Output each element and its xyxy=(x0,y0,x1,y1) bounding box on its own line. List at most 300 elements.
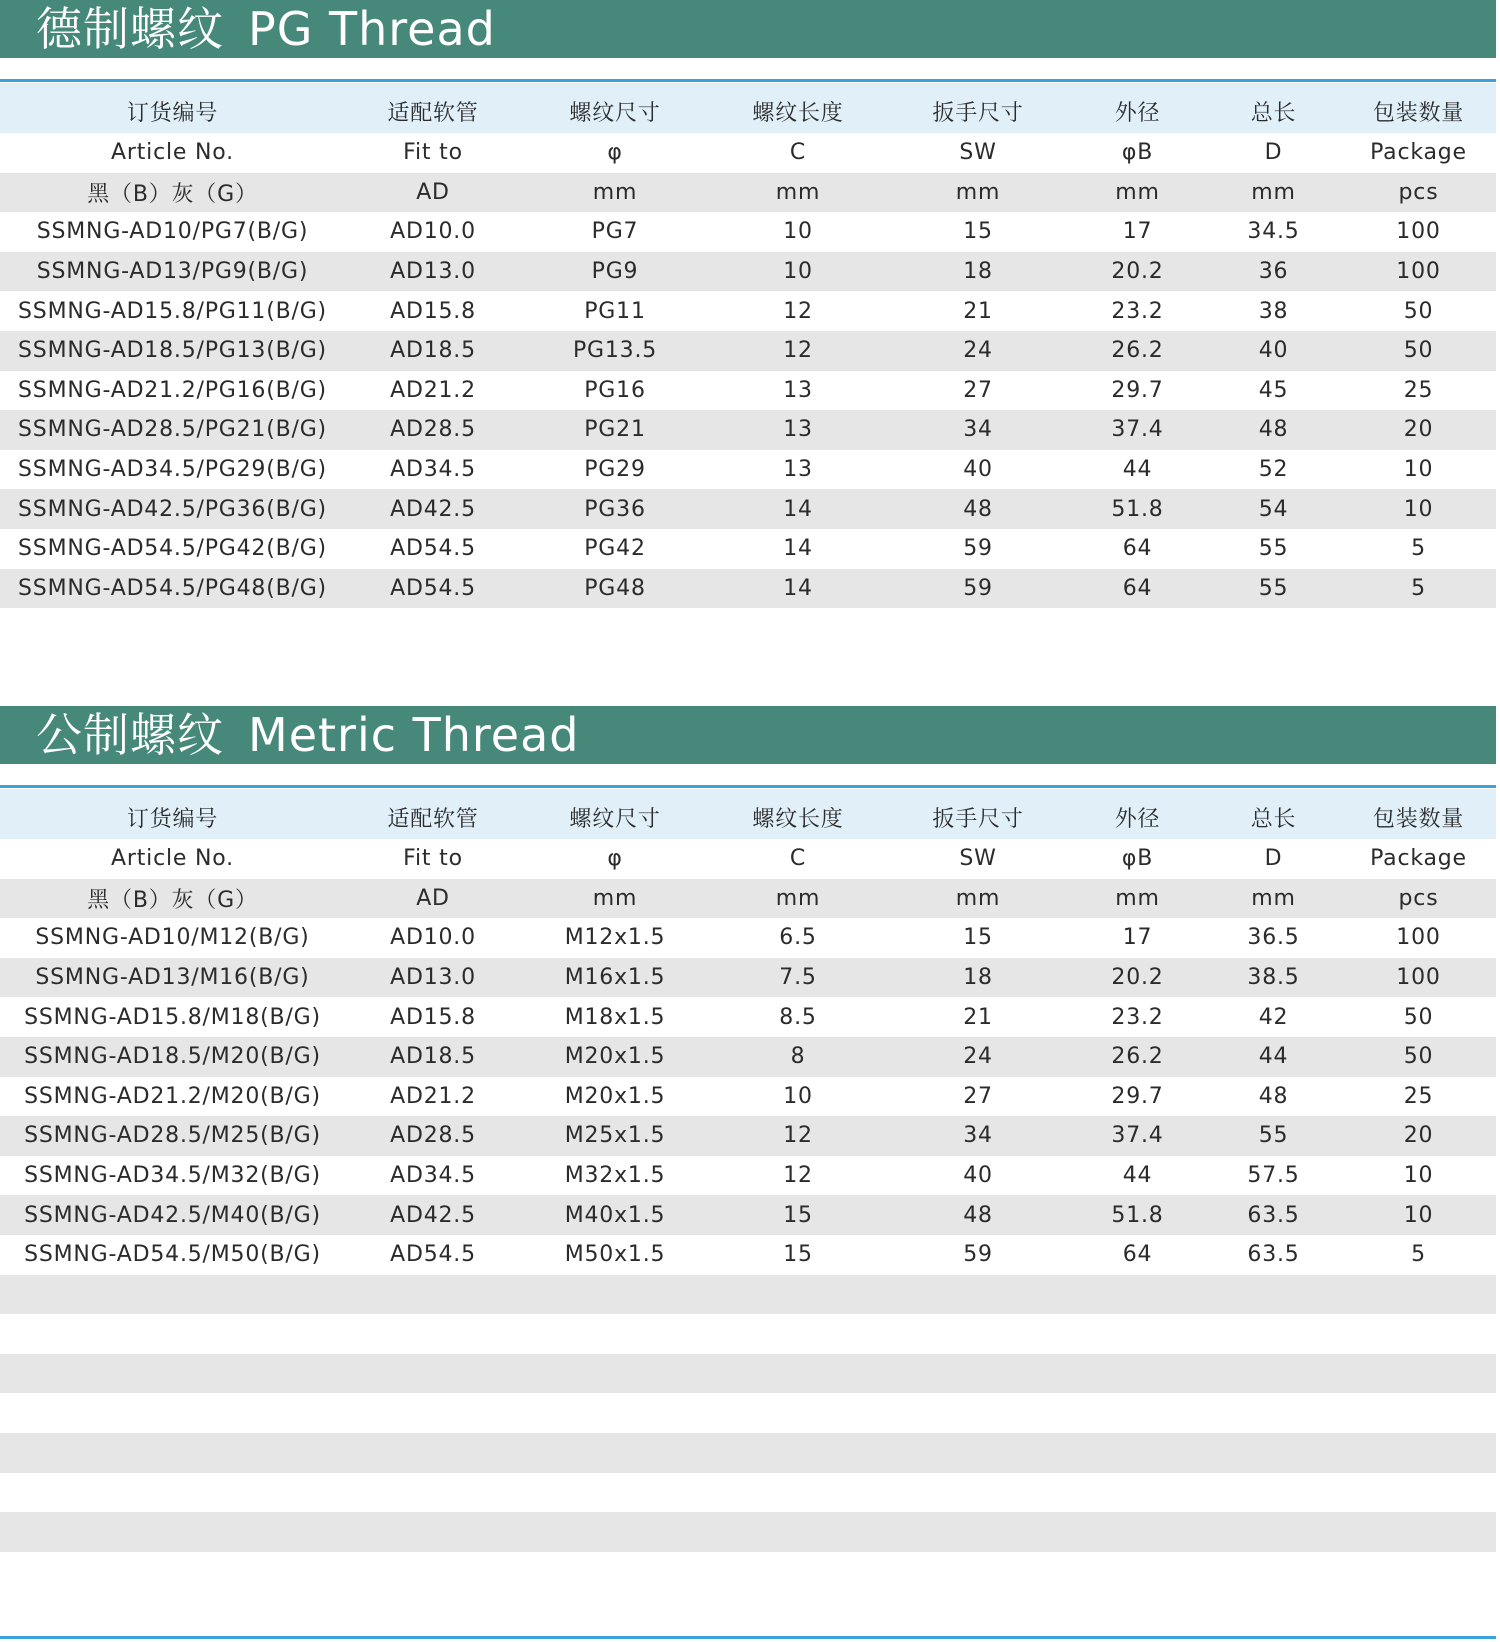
table-cell: 26.2 xyxy=(1069,1037,1206,1077)
header-cell: φB xyxy=(1069,839,1206,879)
header-cell: 适配软管 xyxy=(345,789,521,839)
table-cell: 6.5 xyxy=(709,918,887,958)
table-row xyxy=(0,1195,1496,1235)
table-cell: 23.2 xyxy=(1069,997,1206,1037)
header-cell: Fit to xyxy=(345,133,521,173)
table-row xyxy=(0,371,1496,411)
table-cell: 18 xyxy=(887,958,1069,998)
table-cell: 20 xyxy=(1341,410,1496,450)
table-cell: AD15.8 xyxy=(345,291,521,331)
empty-cell xyxy=(887,1314,1069,1354)
table-cell: AD15.8 xyxy=(345,997,521,1037)
empty-cell xyxy=(345,1552,521,1592)
pg-thread-section xyxy=(0,0,1496,601)
table-row xyxy=(0,918,1496,958)
table-row xyxy=(0,1077,1496,1117)
pg-thread-title-cn: 德制螺纹 xyxy=(36,2,224,56)
header-cell: 扳手尺寸 xyxy=(887,83,1069,133)
table-cell: PG29 xyxy=(521,450,709,490)
pg-thread-table xyxy=(0,83,1496,608)
table-cell: 48 xyxy=(1206,410,1341,450)
table-cell: AD42.5 xyxy=(345,489,521,529)
empty-cell xyxy=(521,1512,709,1552)
table-cell: 59 xyxy=(887,1235,1069,1275)
table-cell: 42 xyxy=(1206,997,1341,1037)
table-cell: AD34.5 xyxy=(345,450,521,490)
header-row xyxy=(0,173,1496,213)
table-row xyxy=(0,489,1496,529)
header-cell: Package xyxy=(1341,839,1496,879)
empty-cell xyxy=(1206,1512,1341,1552)
header-cell: mm xyxy=(887,173,1069,213)
table-cell: 64 xyxy=(1069,569,1206,609)
header-cell: 螺纹尺寸 xyxy=(521,83,709,133)
table-cell: 20.2 xyxy=(1069,958,1206,998)
table-cell: 12 xyxy=(709,1116,887,1156)
header-cell: 黑（B）灰（G） xyxy=(0,879,345,919)
empty-cell xyxy=(345,1433,521,1473)
empty-cell xyxy=(521,1354,709,1394)
empty-row xyxy=(0,1552,1496,1592)
empty-cell xyxy=(0,1473,345,1513)
table-cell: 34 xyxy=(887,1116,1069,1156)
table-cell: 48 xyxy=(1206,1077,1341,1117)
table-cell: 14 xyxy=(709,529,887,569)
table-cell: 23.2 xyxy=(1069,291,1206,331)
table-cell: SSMNG-AD21.2/PG16(B/G) xyxy=(0,371,345,411)
table-cell: 14 xyxy=(709,489,887,529)
empty-cell xyxy=(521,1393,709,1433)
table-cell: 50 xyxy=(1341,331,1496,371)
table-cell: 38.5 xyxy=(1206,958,1341,998)
table-cell: 57.5 xyxy=(1206,1156,1341,1196)
empty-cell xyxy=(1206,1473,1341,1513)
table-cell: AD21.2 xyxy=(345,371,521,411)
table-cell: 44 xyxy=(1206,1037,1341,1077)
table-cell: 24 xyxy=(887,1037,1069,1077)
table-cell: SSMNG-AD15.8/PG11(B/G) xyxy=(0,291,345,331)
header-cell: pcs xyxy=(1341,879,1496,919)
empty-cell xyxy=(1206,1354,1341,1394)
empty-cell xyxy=(1206,1393,1341,1433)
empty-row xyxy=(0,1433,1496,1473)
header-cell: C xyxy=(709,133,887,173)
table-row xyxy=(0,1037,1496,1077)
header-cell: 黑（B）灰（G） xyxy=(0,173,345,213)
table-cell: PG13.5 xyxy=(521,331,709,371)
table-cell: SSMNG-AD42.5/PG36(B/G) xyxy=(0,489,345,529)
table-cell: 13 xyxy=(709,371,887,411)
empty-cell xyxy=(1341,1393,1496,1433)
table-cell: 59 xyxy=(887,569,1069,609)
empty-cell xyxy=(1341,1433,1496,1473)
header-cell: 扳手尺寸 xyxy=(887,789,1069,839)
metric-thread-title-cn: 公制螺纹 xyxy=(36,708,224,762)
header-cell: 包装数量 xyxy=(1341,83,1496,133)
table-cell: PG48 xyxy=(521,569,709,609)
table-cell: SSMNG-AD34.5/M32(B/G) xyxy=(0,1156,345,1196)
table-cell: SSMNG-AD18.5/PG13(B/G) xyxy=(0,331,345,371)
header-cell: 订货编号 xyxy=(0,83,345,133)
empty-cell xyxy=(709,1275,887,1315)
table-cell: 24 xyxy=(887,331,1069,371)
empty-cell xyxy=(887,1512,1069,1552)
table-cell: 64 xyxy=(1069,529,1206,569)
header-cell: mm xyxy=(521,879,709,919)
table-cell: 17 xyxy=(1069,212,1206,252)
table-row xyxy=(0,529,1496,569)
empty-cell xyxy=(1069,1314,1206,1354)
table-cell: 52 xyxy=(1206,450,1341,490)
table-cell: 50 xyxy=(1341,1037,1496,1077)
pg-thread-banner xyxy=(0,0,1496,58)
table-cell: 12 xyxy=(709,1156,887,1196)
header-cell: D xyxy=(1206,133,1341,173)
table-cell: M40x1.5 xyxy=(521,1195,709,1235)
header-cell: mm xyxy=(887,879,1069,919)
table-cell: M25x1.5 xyxy=(521,1116,709,1156)
header-cell: 螺纹长度 xyxy=(709,789,887,839)
header-cell: SW xyxy=(887,839,1069,879)
table-cell: 13 xyxy=(709,410,887,450)
table-cell: 55 xyxy=(1206,1116,1341,1156)
table-cell: 5 xyxy=(1341,1235,1496,1275)
table-cell: PG36 xyxy=(521,489,709,529)
table-cell: 51.8 xyxy=(1069,1195,1206,1235)
table-cell: PG21 xyxy=(521,410,709,450)
table-cell: 34 xyxy=(887,410,1069,450)
table-cell: 55 xyxy=(1206,529,1341,569)
table-cell: 100 xyxy=(1341,958,1496,998)
table-cell: 10 xyxy=(1341,450,1496,490)
empty-cell xyxy=(0,1552,345,1592)
empty-row xyxy=(0,1473,1496,1513)
pg-thread-title-en: PG Thread xyxy=(248,2,496,56)
header-cell: Article No. xyxy=(0,839,345,879)
empty-cell xyxy=(1069,1552,1206,1592)
empty-cell xyxy=(1341,1473,1496,1513)
empty-cell xyxy=(1069,1275,1206,1315)
table-cell: SSMNG-AD42.5/M40(B/G) xyxy=(0,1195,345,1235)
table-cell: SSMNG-AD54.5/PG48(B/G) xyxy=(0,569,345,609)
table-cell: AD54.5 xyxy=(345,1235,521,1275)
table-cell: 8 xyxy=(709,1037,887,1077)
table-cell: PG42 xyxy=(521,529,709,569)
table-cell: 29.7 xyxy=(1069,1077,1206,1117)
table-row xyxy=(0,331,1496,371)
header-cell: AD xyxy=(345,879,521,919)
empty-row xyxy=(0,1393,1496,1433)
table-cell: 63.5 xyxy=(1206,1235,1341,1275)
header-cell: 包装数量 xyxy=(1341,789,1496,839)
table-cell: 10 xyxy=(709,1077,887,1117)
table-cell: AD28.5 xyxy=(345,410,521,450)
table-cell: 37.4 xyxy=(1069,1116,1206,1156)
empty-cell xyxy=(345,1393,521,1433)
table-row xyxy=(0,1156,1496,1196)
table-row xyxy=(0,212,1496,252)
table-cell: SSMNG-AD13/PG9(B/G) xyxy=(0,252,345,292)
empty-cell xyxy=(345,1275,521,1315)
table-cell: 40 xyxy=(1206,331,1341,371)
table-cell: 48 xyxy=(887,1195,1069,1235)
empty-cell xyxy=(1206,1433,1341,1473)
empty-cell xyxy=(345,1473,521,1513)
metric-thread-table xyxy=(0,789,1496,1591)
table-cell: AD28.5 xyxy=(345,1116,521,1156)
table-cell: 14 xyxy=(709,569,887,609)
table-row xyxy=(0,1116,1496,1156)
table-row xyxy=(0,997,1496,1037)
table-row xyxy=(0,450,1496,490)
table-cell: 10 xyxy=(1341,1156,1496,1196)
header-cell: D xyxy=(1206,839,1341,879)
table-cell: M50x1.5 xyxy=(521,1235,709,1275)
table-cell: 100 xyxy=(1341,212,1496,252)
table-cell: AD54.5 xyxy=(345,569,521,609)
table-cell: 15 xyxy=(709,1235,887,1275)
table-row xyxy=(0,291,1496,331)
table-cell: 5 xyxy=(1341,529,1496,569)
table-row xyxy=(0,958,1496,998)
empty-cell xyxy=(709,1433,887,1473)
table-cell: 10 xyxy=(1341,1195,1496,1235)
table-cell: AD10.0 xyxy=(345,212,521,252)
table-cell: M20x1.5 xyxy=(521,1077,709,1117)
table-cell: 59 xyxy=(887,529,1069,569)
empty-cell xyxy=(0,1314,345,1354)
table-cell: 20 xyxy=(1341,1116,1496,1156)
empty-cell xyxy=(345,1314,521,1354)
table-cell: 29.7 xyxy=(1069,371,1206,411)
empty-cell xyxy=(345,1354,521,1394)
table-cell: SSMNG-AD54.5/PG42(B/G) xyxy=(0,529,345,569)
table-cell: 21 xyxy=(887,997,1069,1037)
table-cell: 15 xyxy=(887,918,1069,958)
empty-row xyxy=(0,1314,1496,1354)
table-cell: 10 xyxy=(709,252,887,292)
table-cell: 12 xyxy=(709,291,887,331)
table-cell: PG9 xyxy=(521,252,709,292)
header-cell: φ xyxy=(521,133,709,173)
table-cell: 48 xyxy=(887,489,1069,529)
table-cell: SSMNG-AD28.5/PG21(B/G) xyxy=(0,410,345,450)
header-cell: mm xyxy=(1069,173,1206,213)
empty-cell xyxy=(0,1512,345,1552)
table-cell: 7.5 xyxy=(709,958,887,998)
empty-cell xyxy=(0,1275,345,1315)
table-cell: 10 xyxy=(1341,489,1496,529)
table-cell: AD18.5 xyxy=(345,1037,521,1077)
header-cell: pcs xyxy=(1341,173,1496,213)
empty-cell xyxy=(0,1354,345,1394)
table-cell: AD42.5 xyxy=(345,1195,521,1235)
header-cell: Article No. xyxy=(0,133,345,173)
table-cell: AD13.0 xyxy=(345,958,521,998)
table-cell: AD10.0 xyxy=(345,918,521,958)
table-cell: SSMNG-AD10/PG7(B/G) xyxy=(0,212,345,252)
empty-cell xyxy=(521,1275,709,1315)
empty-cell xyxy=(709,1512,887,1552)
empty-row xyxy=(0,1275,1496,1315)
header-cell: mm xyxy=(1206,173,1341,213)
table-row xyxy=(0,410,1496,450)
empty-cell xyxy=(1341,1314,1496,1354)
table-cell: 17 xyxy=(1069,918,1206,958)
table-cell: PG7 xyxy=(521,212,709,252)
empty-cell xyxy=(887,1552,1069,1592)
empty-cell xyxy=(521,1552,709,1592)
header-cell: SW xyxy=(887,133,1069,173)
table-cell: SSMNG-AD28.5/M25(B/G) xyxy=(0,1116,345,1156)
table-cell: 15 xyxy=(887,212,1069,252)
empty-cell xyxy=(709,1354,887,1394)
empty-cell xyxy=(1341,1552,1496,1592)
empty-cell xyxy=(521,1473,709,1513)
empty-cell xyxy=(887,1393,1069,1433)
table-cell: 26.2 xyxy=(1069,331,1206,371)
table-cell: 12 xyxy=(709,331,887,371)
empty-cell xyxy=(1206,1275,1341,1315)
empty-cell xyxy=(887,1275,1069,1315)
table-row xyxy=(0,1235,1496,1275)
empty-cell xyxy=(1069,1393,1206,1433)
table-cell: AD54.5 xyxy=(345,529,521,569)
empty-row xyxy=(0,1354,1496,1394)
table-cell: 5 xyxy=(1341,569,1496,609)
empty-cell xyxy=(1341,1512,1496,1552)
header-cell: mm xyxy=(709,879,887,919)
header-cell: φB xyxy=(1069,133,1206,173)
table-cell: AD34.5 xyxy=(345,1156,521,1196)
header-cell: mm xyxy=(709,173,887,213)
empty-cell xyxy=(0,1393,345,1433)
header-cell: φ xyxy=(521,839,709,879)
table-cell: PG11 xyxy=(521,291,709,331)
empty-cell xyxy=(887,1473,1069,1513)
header-cell: mm xyxy=(521,173,709,213)
table-cell: M12x1.5 xyxy=(521,918,709,958)
header-cell: 总长 xyxy=(1206,789,1341,839)
empty-cell xyxy=(709,1473,887,1513)
table-cell: 40 xyxy=(887,450,1069,490)
empty-cell xyxy=(345,1512,521,1552)
table-cell: M16x1.5 xyxy=(521,958,709,998)
table-cell: 45 xyxy=(1206,371,1341,411)
table-cell: 25 xyxy=(1341,371,1496,411)
table-cell: SSMNG-AD18.5/M20(B/G) xyxy=(0,1037,345,1077)
metric-thread-divider xyxy=(0,785,1496,788)
empty-cell xyxy=(887,1433,1069,1473)
header-cell: 螺纹尺寸 xyxy=(521,789,709,839)
empty-row xyxy=(0,1512,1496,1552)
header-cell: AD xyxy=(345,173,521,213)
table-cell: 8.5 xyxy=(709,997,887,1037)
empty-cell xyxy=(709,1552,887,1592)
table-cell: 40 xyxy=(887,1156,1069,1196)
header-cell: Fit to xyxy=(345,839,521,879)
header-cell: 外径 xyxy=(1069,789,1206,839)
table-cell: SSMNG-AD15.8/M18(B/G) xyxy=(0,997,345,1037)
empty-cell xyxy=(0,1433,345,1473)
table-cell: 13 xyxy=(709,450,887,490)
header-cell: 适配软管 xyxy=(345,83,521,133)
table-cell: SSMNG-AD21.2/M20(B/G) xyxy=(0,1077,345,1117)
header-cell: C xyxy=(709,839,887,879)
header-cell: 总长 xyxy=(1206,83,1341,133)
metric-thread-section xyxy=(0,706,1496,1268)
table-cell: 64 xyxy=(1069,1235,1206,1275)
table-cell: 36.5 xyxy=(1206,918,1341,958)
header-row xyxy=(0,839,1496,879)
table-cell: 55 xyxy=(1206,569,1341,609)
header-row xyxy=(0,789,1496,839)
table-cell: SSMNG-AD34.5/PG29(B/G) xyxy=(0,450,345,490)
table-cell: SSMNG-AD13/M16(B/G) xyxy=(0,958,345,998)
header-cell: mm xyxy=(1206,879,1341,919)
header-cell: 外径 xyxy=(1069,83,1206,133)
empty-cell xyxy=(1069,1512,1206,1552)
metric-thread-banner xyxy=(0,706,1496,764)
table-cell: 20.2 xyxy=(1069,252,1206,292)
table-cell: 10 xyxy=(709,212,887,252)
table-cell: 38 xyxy=(1206,291,1341,331)
table-cell: 54 xyxy=(1206,489,1341,529)
table-cell: SSMNG-AD54.5/M50(B/G) xyxy=(0,1235,345,1275)
empty-cell xyxy=(1206,1552,1341,1592)
header-cell: 螺纹长度 xyxy=(709,83,887,133)
table-cell: 100 xyxy=(1341,252,1496,292)
table-cell: 18 xyxy=(887,252,1069,292)
table-cell: M18x1.5 xyxy=(521,997,709,1037)
header-cell: mm xyxy=(1069,879,1206,919)
table-cell: 21 xyxy=(887,291,1069,331)
empty-cell xyxy=(1341,1354,1496,1394)
pg-thread-divider xyxy=(0,79,1496,82)
table-cell: 27 xyxy=(887,1077,1069,1117)
header-cell: Package xyxy=(1341,133,1496,173)
table-cell: 44 xyxy=(1069,1156,1206,1196)
table-cell: 50 xyxy=(1341,291,1496,331)
table-cell: M20x1.5 xyxy=(521,1037,709,1077)
empty-cell xyxy=(1069,1354,1206,1394)
bottom-divider xyxy=(0,1636,1496,1639)
empty-cell xyxy=(1341,1275,1496,1315)
empty-cell xyxy=(521,1314,709,1354)
empty-cell xyxy=(709,1314,887,1354)
table-row xyxy=(0,252,1496,292)
header-row xyxy=(0,83,1496,133)
table-cell: AD21.2 xyxy=(345,1077,521,1117)
empty-cell xyxy=(887,1354,1069,1394)
empty-cell xyxy=(1069,1433,1206,1473)
metric-thread-title-en: Metric Thread xyxy=(248,708,580,762)
table-cell: 34.5 xyxy=(1206,212,1341,252)
empty-cell xyxy=(521,1433,709,1473)
table-cell: SSMNG-AD10/M12(B/G) xyxy=(0,918,345,958)
header-cell: 订货编号 xyxy=(0,789,345,839)
table-cell: 44 xyxy=(1069,450,1206,490)
table-cell: 27 xyxy=(887,371,1069,411)
table-cell: 100 xyxy=(1341,918,1496,958)
table-cell: 51.8 xyxy=(1069,489,1206,529)
table-cell: AD13.0 xyxy=(345,252,521,292)
empty-cell xyxy=(709,1393,887,1433)
table-cell: 37.4 xyxy=(1069,410,1206,450)
table-cell: M32x1.5 xyxy=(521,1156,709,1196)
header-row xyxy=(0,133,1496,173)
table-cell: 63.5 xyxy=(1206,1195,1341,1235)
